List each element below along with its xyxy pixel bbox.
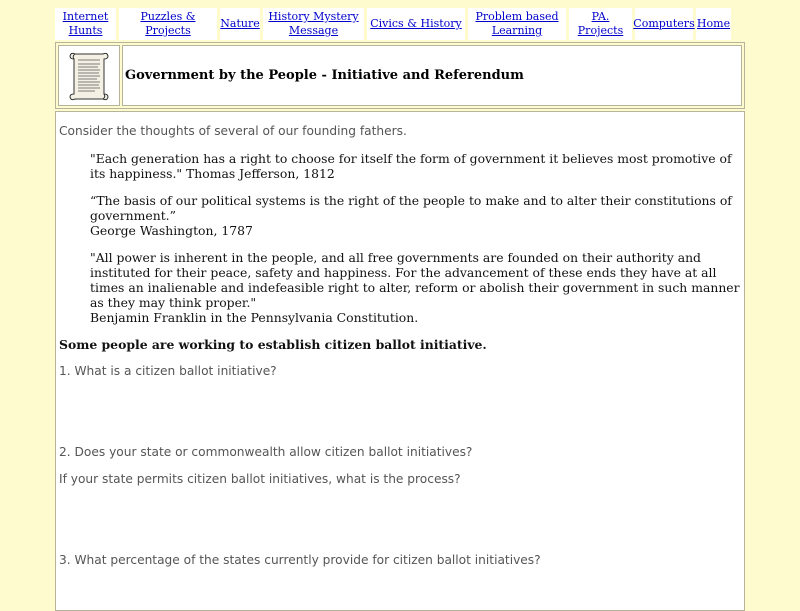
intro-text: Consider the thoughts of several of our founding fathers. bbox=[59, 124, 407, 138]
question-2b: If your state permits citizen ballot initiatives, what is the process? bbox=[59, 472, 461, 486]
scroll-document-icon bbox=[59, 46, 119, 105]
nav-history-mystery-message[interactable]: History Mystery Message bbox=[263, 8, 364, 40]
quote-washington bbox=[90, 193, 741, 238]
quote-attribution: George Washington, 1787 bbox=[90, 223, 253, 238]
quote-text: “The basis of our political systems is the right of the people to make and to alter their constitutions of government.” bbox=[90, 193, 732, 223]
nav-nature[interactable]: Nature bbox=[220, 8, 260, 40]
nav-civics-history[interactable]: Civics & History bbox=[367, 8, 465, 40]
quote-jefferson bbox=[90, 151, 741, 181]
nav-problem-based-learning[interactable]: Problem based Learning bbox=[468, 8, 566, 40]
quote-attribution: Benjamin Franklin in the Pennsylvania Constitution. bbox=[90, 310, 419, 325]
quote-franklin bbox=[90, 250, 741, 325]
quote-text: "Each generation has a right to choose for itself the form of government it believes most promotive of its happiness." Thomas Jefferson, 1812 bbox=[90, 151, 732, 181]
nav-pa-projects[interactable]: PA. Projects bbox=[569, 8, 632, 40]
quote-text: "All power is inherent in the people, and all free governments are founded on their authority and instituted for their peace, safety and happiness. For the advancement of these ends they have at all times an inalienable and indefeasible right to alter, reform or abolish their government in such manner as they may think proper." bbox=[90, 250, 740, 310]
question-3: 3. What percentage of the states currently provide for citizen ballot initiatives? bbox=[59, 553, 541, 567]
nav-internet-hunts[interactable]: Internet Hunts bbox=[55, 8, 116, 40]
top-navigation bbox=[55, 8, 749, 40]
nav-computers[interactable]: Computers bbox=[635, 8, 693, 40]
page-header bbox=[55, 42, 745, 109]
question-2: 2. Does your state or commonwealth allow citizen ballot initiatives? bbox=[59, 445, 473, 459]
question-1: 1. What is a citizen ballot initiative? bbox=[59, 364, 277, 378]
nav-puzzles-projects[interactable]: Puzzles & Projects bbox=[119, 8, 217, 40]
main-content bbox=[55, 111, 745, 611]
title-cell bbox=[122, 45, 742, 106]
logo-cell bbox=[58, 45, 120, 106]
statement-text: Some people are working to establish citizen ballot initiative. bbox=[59, 337, 487, 352]
page-title: Government by the People - Initiative and Referendum bbox=[125, 68, 524, 83]
nav-home[interactable]: Home bbox=[696, 8, 731, 40]
